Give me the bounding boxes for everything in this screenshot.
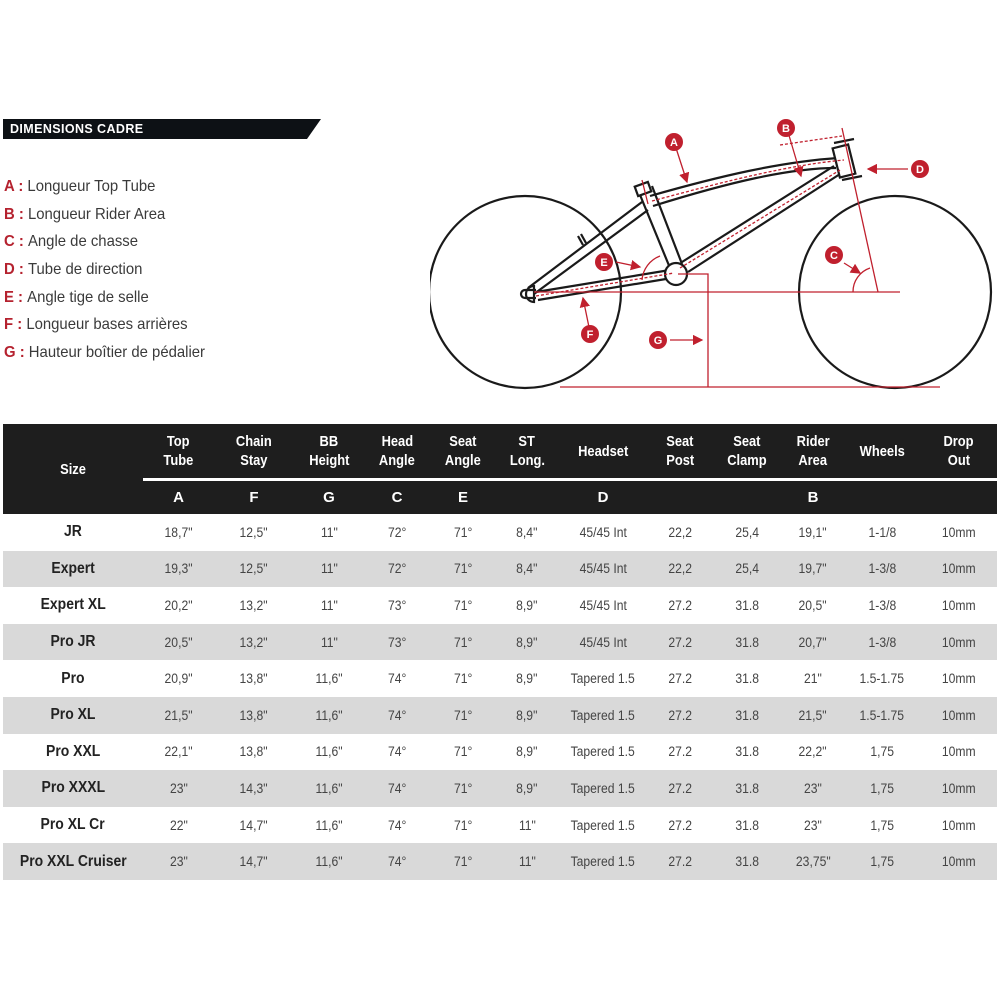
dimension-legend <box>4 176 220 370</box>
table-row <box>3 660 997 697</box>
value-cell: 21" <box>804 671 822 687</box>
value-cell: 10mm <box>920 843 997 880</box>
value-cell: 45/45 Int <box>558 551 648 588</box>
legend-item-a <box>4 176 205 204</box>
value-cell: 1-3/8 <box>868 597 896 613</box>
frame-size-table <box>3 424 997 880</box>
value-cell: 11,6" <box>294 843 364 880</box>
column-code: E <box>430 480 496 515</box>
value-cell: 13,8" <box>214 697 294 734</box>
value-cell: 14,7" <box>240 817 268 833</box>
size-cell: Pro XL <box>3 697 143 734</box>
value-cell: 72° <box>364 551 430 588</box>
size-cell: Pro JR <box>3 624 143 661</box>
column-code <box>920 480 997 515</box>
value-cell: 13,8" <box>240 744 268 760</box>
legend-label: Angle tige de selle <box>27 288 149 306</box>
value-cell: 23" <box>143 843 214 880</box>
value-cell: 22,1" <box>164 744 193 760</box>
value-cell: 19,7" <box>782 551 844 588</box>
value-cell: Tapered 1.5 <box>570 671 636 687</box>
value-cell: 71° <box>430 551 496 588</box>
table-row <box>3 843 997 880</box>
value-cell: 11,6" <box>294 770 364 807</box>
value-cell: 8,9" <box>516 671 538 687</box>
value-cell: 11,6" <box>294 697 364 734</box>
marker-a <box>665 133 683 151</box>
value-cell: 18,7" <box>164 524 193 540</box>
value-cell: 74° <box>364 843 430 880</box>
value-cell: 74° <box>387 744 407 760</box>
value-cell: 74° <box>364 770 430 807</box>
value-cell: 14,3" <box>214 770 294 807</box>
value-cell: 1,75 <box>844 770 920 807</box>
value-cell: 22,2" <box>799 744 827 760</box>
value-cell: 14,7" <box>214 843 294 880</box>
size-cell: Pro XXXL <box>3 770 143 807</box>
value-cell: 1,75 <box>844 843 920 880</box>
value-cell: 74° <box>387 817 407 833</box>
legend-item-b <box>4 204 205 232</box>
value-cell: 10mm <box>941 817 976 833</box>
value-cell: 31.8 <box>735 817 759 833</box>
table-row <box>3 624 997 661</box>
value-cell: 31.8 <box>735 597 759 613</box>
column-header-bb-height: BB Height <box>294 424 364 480</box>
legend-item-f <box>4 314 205 342</box>
value-cell: 8,9" <box>516 597 538 613</box>
value-cell: 21,5" <box>143 697 214 734</box>
value-cell: 27.2 <box>668 597 692 613</box>
column-code <box>844 480 920 515</box>
value-cell: 22,2 <box>648 551 712 588</box>
column-header-head-angle: Head Angle <box>364 424 430 480</box>
table-row <box>3 807 997 844</box>
value-cell: 10mm <box>941 524 976 540</box>
value-cell: 27.2 <box>668 744 692 760</box>
value-cell: 71° <box>453 524 473 540</box>
value-cell: 27.2 <box>648 843 712 880</box>
legend-key: C <box>4 233 15 251</box>
value-cell: 71° <box>430 770 496 807</box>
value-cell: 11,6" <box>315 671 343 687</box>
column-code <box>496 480 558 515</box>
column-header-st-long: ST Long. <box>496 424 558 480</box>
table-row <box>3 587 997 624</box>
table-body <box>3 514 997 880</box>
marker-c <box>825 246 843 264</box>
value-cell: 71° <box>430 624 496 661</box>
svg-text:G: G <box>653 335 663 347</box>
value-cell: Tapered 1.5 <box>558 770 648 807</box>
column-code <box>712 480 782 515</box>
value-cell: 71° <box>430 697 496 734</box>
value-cell: 20,5" <box>799 597 827 613</box>
column-code: F <box>214 480 294 515</box>
value-cell: 31.8 <box>735 671 759 687</box>
value-cell: Tapered 1.5 <box>558 697 648 734</box>
value-cell: 25,4 <box>735 524 759 540</box>
legend-key: G <box>4 344 16 362</box>
legend-label: Longueur bases arrières <box>26 316 188 334</box>
value-cell: 11" <box>294 624 364 661</box>
value-cell: 45/45 Int <box>558 624 648 661</box>
value-cell: 73° <box>364 624 430 661</box>
value-cell: 8,4" <box>496 551 558 588</box>
value-cell: 27.2 <box>668 817 692 833</box>
column-code <box>648 480 712 515</box>
column-header-top-tube: Top Tube <box>143 424 214 480</box>
svg-text:B: B <box>782 123 790 135</box>
legend-sep: : <box>14 178 28 195</box>
legend-label: Longueur Top Tube <box>27 178 156 195</box>
value-cell: 71° <box>453 597 473 613</box>
section-title: DIMENSIONS CADRE <box>10 122 144 136</box>
value-cell: 74° <box>364 697 430 734</box>
size-cell: Pro XXL <box>45 742 101 760</box>
column-header-chain-stay: Chain Stay <box>214 424 294 480</box>
value-cell: 13,2" <box>214 624 294 661</box>
size-cell: JR <box>64 523 82 541</box>
value-cell: 1.5-1.75 <box>859 671 905 687</box>
value-cell: 22,2 <box>668 524 692 540</box>
value-cell: 27.2 <box>648 770 712 807</box>
legend-label: Angle de chasse <box>27 233 139 251</box>
legend-key: D <box>4 261 15 279</box>
column-header-wheels: Wheels <box>844 424 920 480</box>
legend-sep: : <box>13 288 28 306</box>
value-cell: 19,3" <box>143 551 214 588</box>
value-cell: 25,4 <box>712 551 782 588</box>
value-cell: 8,9" <box>496 624 558 661</box>
value-cell: 1-3/8 <box>844 624 920 661</box>
column-header-seat-clamp: Seat Clamp <box>712 424 782 480</box>
column-code: D <box>558 480 648 515</box>
value-cell: 23" <box>804 817 822 833</box>
marker-b <box>777 119 795 137</box>
value-cell: 13,8" <box>240 671 268 687</box>
svg-text:E: E <box>600 257 608 269</box>
value-cell: 10mm <box>941 597 976 613</box>
value-cell: 1-3/8 <box>844 551 920 588</box>
legend-sep: : <box>14 205 28 223</box>
legend-item-d <box>4 259 205 287</box>
legend-item-g <box>4 342 205 370</box>
column-code: A <box>143 480 214 515</box>
value-cell: 1,75 <box>870 817 894 833</box>
value-cell: 72° <box>387 524 407 540</box>
legend-key: E <box>4 288 14 306</box>
value-cell: 27.2 <box>648 697 712 734</box>
svg-text:D: D <box>916 164 924 176</box>
column-header-seat-angle: Seat Angle <box>430 424 496 480</box>
svg-text:A: A <box>670 137 678 149</box>
value-cell: 45/45 Int <box>579 597 627 613</box>
column-code: G <box>294 480 364 515</box>
svg-text:F: F <box>586 329 594 341</box>
column-header-headset: Headset <box>558 424 648 480</box>
legend-sep: : <box>14 261 28 279</box>
value-cell: 45/45 Int <box>579 524 627 540</box>
value-cell: 20,9" <box>164 671 193 687</box>
value-cell: 11" <box>320 597 338 613</box>
legend-item-e <box>4 287 205 315</box>
value-cell: Tapered 1.5 <box>570 817 636 833</box>
value-cell: 19,1" <box>799 524 827 540</box>
table-row <box>3 514 997 551</box>
value-cell: 1.5-1.75 <box>844 697 920 734</box>
value-cell: 11,6" <box>315 744 343 760</box>
legend-label: Longueur Rider Area <box>27 205 166 223</box>
bmx-frame-icon <box>430 110 1000 400</box>
svg-text:C: C <box>830 250 838 262</box>
size-cell: Expert <box>3 551 143 588</box>
size-cell: Expert XL <box>40 596 106 614</box>
value-cell: 20,5" <box>143 624 214 661</box>
size-cell: Pro <box>61 669 85 687</box>
column-code: B <box>782 480 844 515</box>
column-header-rider-area: Rider Area <box>782 424 844 480</box>
value-cell: 23" <box>143 770 214 807</box>
value-cell: 31.8 <box>712 624 782 661</box>
value-cell: 10mm <box>920 770 997 807</box>
legend-sep: : <box>13 316 27 334</box>
value-cell: 8,9" <box>496 770 558 807</box>
legend-key: F <box>4 316 14 334</box>
marker-g <box>649 331 667 349</box>
marker-f <box>581 325 599 343</box>
value-cell: 20,7" <box>782 624 844 661</box>
marker-d <box>911 160 929 178</box>
legend-key: B <box>4 205 15 223</box>
legend-sep: : <box>14 233 28 251</box>
size-cell: Pro XXL Cruiser <box>3 843 143 880</box>
value-cell: 8,9" <box>516 744 538 760</box>
section-banner <box>3 119 321 139</box>
value-cell: 11" <box>320 524 338 540</box>
value-cell: 71° <box>453 744 473 760</box>
value-cell: 31.8 <box>712 843 782 880</box>
legend-label: Tube de direction <box>27 261 143 279</box>
value-cell: 10mm <box>920 551 997 588</box>
value-cell: 8,9" <box>496 697 558 734</box>
value-cell: 31.8 <box>735 744 759 760</box>
value-cell: 22" <box>169 817 188 833</box>
value-cell: 31.8 <box>712 697 782 734</box>
value-cell: 20,2" <box>164 597 193 613</box>
value-cell: 13,2" <box>240 597 268 613</box>
legend-key: A <box>4 178 15 195</box>
value-cell: 73° <box>387 597 407 613</box>
value-cell: 1-1/8 <box>868 524 896 540</box>
value-cell: 27.2 <box>648 624 712 661</box>
value-cell: 11,6" <box>315 817 343 833</box>
value-cell: 10mm <box>920 697 997 734</box>
legend-label: Hauteur boîtier de pédalier <box>28 344 205 362</box>
column-header-size: Size <box>3 424 143 514</box>
marker-e <box>595 253 613 271</box>
column-code: C <box>364 480 430 515</box>
value-cell: 12,5" <box>240 524 268 540</box>
value-cell: 31.8 <box>712 770 782 807</box>
value-cell: 23,75" <box>782 843 844 880</box>
table-row <box>3 697 997 734</box>
value-cell: 74° <box>387 671 407 687</box>
value-cell: Tapered 1.5 <box>558 843 648 880</box>
table-row <box>3 770 997 807</box>
value-cell: 12,5" <box>214 551 294 588</box>
table-row <box>3 551 997 588</box>
value-cell: 10mm <box>920 624 997 661</box>
value-cell: 21,5" <box>782 697 844 734</box>
value-cell: 8,4" <box>516 524 538 540</box>
value-cell: 1,75 <box>870 744 894 760</box>
value-cell: 10mm <box>941 671 976 687</box>
size-cell: Pro XL Cr <box>40 816 106 834</box>
value-cell: 71° <box>453 817 473 833</box>
column-header-drop-out: Drop Out <box>920 424 997 480</box>
value-cell: 11" <box>496 843 558 880</box>
value-cell: 71° <box>453 671 473 687</box>
table-row <box>3 734 997 771</box>
value-cell: 11" <box>518 817 536 833</box>
legend-sep: : <box>15 344 29 362</box>
value-cell: 23" <box>782 770 844 807</box>
value-cell: Tapered 1.5 <box>570 744 636 760</box>
column-header-seat-post: Seat Post <box>648 424 712 480</box>
value-cell: 11" <box>294 551 364 588</box>
value-cell: 27.2 <box>668 671 692 687</box>
frame-geometry-diagram <box>430 110 1000 400</box>
legend-item-c <box>4 231 205 259</box>
value-cell: 71° <box>430 843 496 880</box>
value-cell: 10mm <box>941 744 976 760</box>
